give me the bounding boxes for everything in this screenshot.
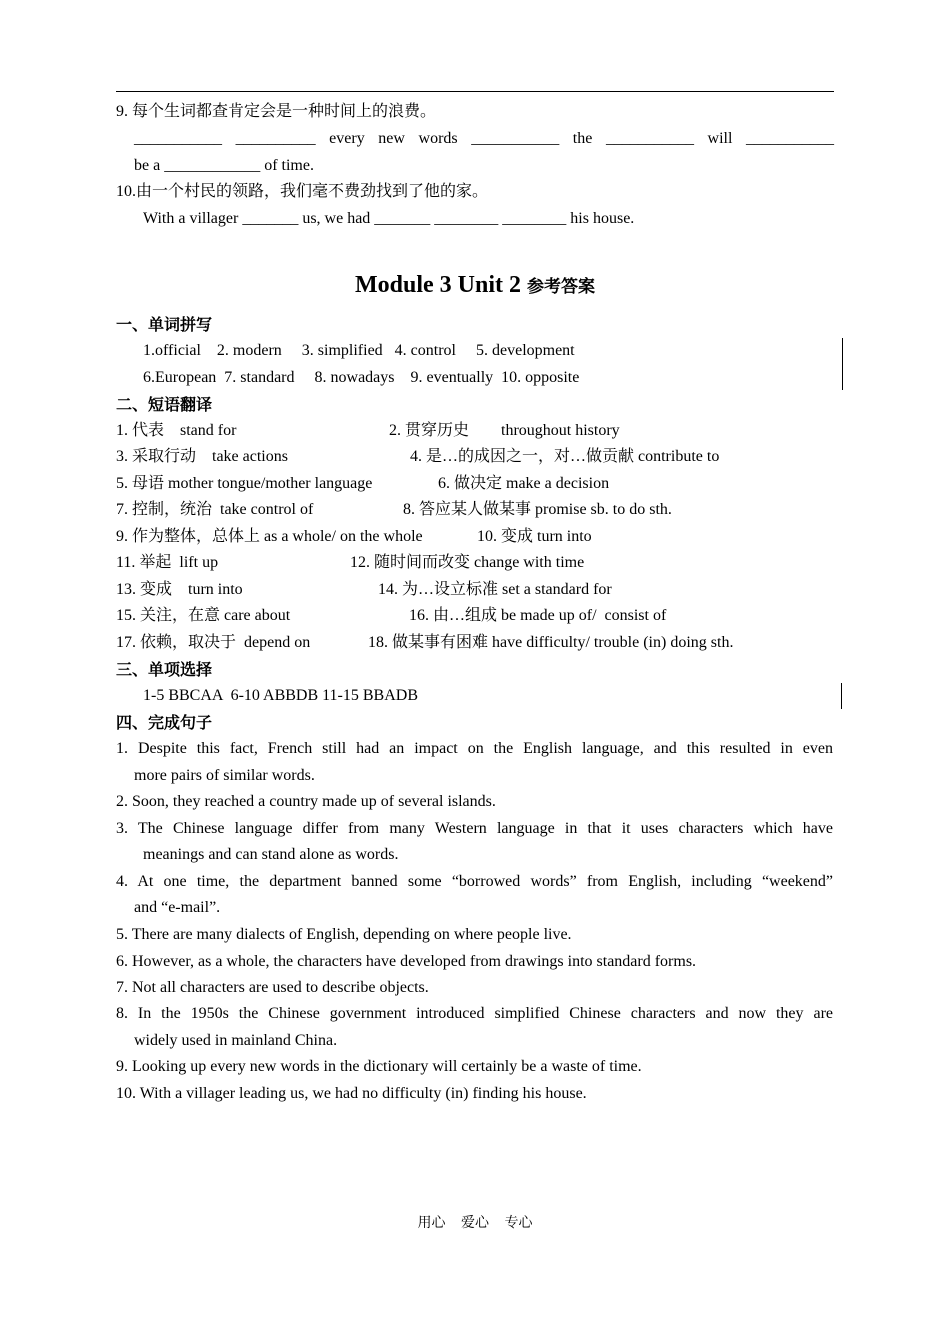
section2-heading: 二、短语翻译 bbox=[116, 395, 213, 414]
sentence-8-line2: widely used in mainland China. bbox=[134, 1032, 338, 1049]
sentence-4-line2: and “e-mail”. bbox=[134, 899, 221, 916]
phrase-left: 7. 控制，统治 take control of bbox=[116, 501, 314, 518]
section1-heading: 一、单词拼写 bbox=[116, 315, 213, 334]
title-suffix: 参考答案 bbox=[527, 277, 595, 296]
phrase-left: 17. 依赖，取决于 depend on bbox=[116, 634, 311, 651]
phrase-right: 14. 为…设立标准 set a standard for bbox=[378, 581, 612, 598]
phrase-right: 12. 随时间而改变 change with time bbox=[350, 554, 585, 571]
exercise-q10-english: With a villager _______ us, we had _______ ________ ________ his house. bbox=[143, 210, 635, 227]
section3-answers: 1-5 BBCAA 6-10 ABBDB 11-15 BBADB bbox=[143, 687, 418, 704]
phrase-left: 5. 母语 mother tongue/mother language bbox=[116, 475, 373, 492]
phrase-right: 6. 做决定 make a decision bbox=[438, 475, 610, 492]
sentence-3-line2: meanings and can stand alone as words. bbox=[143, 846, 399, 863]
sentence-5: 5. There are many dialects of English, depending on where people live. bbox=[116, 926, 572, 943]
footer-word: 用心 bbox=[417, 1216, 446, 1231]
phrase-left: 13. 变成 turn into bbox=[116, 581, 243, 598]
sentence-3-line1: 3. The Chinese language differ from many Western language in that it uses characters which have bbox=[116, 820, 833, 837]
phrase-left: 11. 举起 lift up bbox=[116, 554, 219, 571]
page-footer bbox=[0, 1215, 950, 1233]
title-main: Module 3 Unit 2 bbox=[354, 272, 521, 298]
section3-heading: 三、单项选择 bbox=[116, 660, 213, 679]
margin-bar bbox=[842, 338, 843, 390]
exercise-q9-english-line1: ___________ __________ every new words ___________ the ___________ will ___________ bbox=[134, 130, 834, 147]
section1-line2: 6.European 7. standard 8. nowadays 9. eventually 10. opposite bbox=[143, 369, 580, 386]
phrase-right: 2. 贯穿历史 throughout history bbox=[389, 422, 620, 439]
exercise-q10-chinese: 10.由一个村民的领路，我们毫不费劲找到了他的家。 bbox=[116, 183, 489, 200]
phrase-left: 9. 作为整体，总体上 as a whole/ on the whole bbox=[116, 528, 423, 545]
sentence-9: 9. Looking up every new words in the dictionary will certainly be a waste of time. bbox=[116, 1058, 642, 1075]
sentence-1-line1: 1. Despite this fact, French still had an impact on the English language, and this resulted in even bbox=[116, 740, 833, 757]
sentence-2: 2. Soon, they reached a country made up of several islands. bbox=[116, 793, 496, 810]
margin-bar bbox=[841, 683, 842, 709]
phrase-left: 1. 代表 stand for bbox=[116, 422, 237, 439]
sentence-10: 10. With a villager leading us, we had no difficulty (in) finding his house. bbox=[116, 1085, 587, 1102]
phrase-right: 16. 由…组成 be made up of/ consist of bbox=[409, 607, 667, 624]
phrase-left: 3. 采取行动 take actions bbox=[116, 448, 288, 465]
sentence-6: 6. However, as a whole, the characters have developed from drawings into standard forms. bbox=[116, 953, 697, 970]
phrase-right: 18. 做某事有困难 have difficulty/ trouble (in) doing sth. bbox=[368, 634, 734, 651]
sentence-1-line2: more pairs of similar words. bbox=[134, 767, 315, 784]
footer-word: 专心 bbox=[504, 1216, 533, 1231]
phrase-left: 15. 关注，在意 care about bbox=[116, 607, 291, 624]
exercise-q9-english-line2: be a ____________ of time. bbox=[134, 157, 314, 174]
sentence-7: 7. Not all characters are used to describe objects. bbox=[116, 979, 429, 996]
sentence-4-line1: 4. At one time, the department banned some “borrowed words” from English, including “weekend” bbox=[116, 873, 833, 890]
header-rule bbox=[116, 91, 834, 92]
footer-word: 爱心 bbox=[461, 1216, 489, 1231]
exercise-q9-chinese: 9. 每个生词都查肯定会是一种时间上的浪费。 bbox=[116, 103, 437, 120]
section4-heading: 四、完成句子 bbox=[116, 713, 213, 732]
sentence-8-line1: 8. In the 1950s the Chinese government introduced simplified Chinese characters and now they are bbox=[116, 1005, 833, 1022]
section1-line1: 1.official 2. modern 3. simplified 4. control 5. development bbox=[143, 342, 575, 359]
phrase-right: 10. 变成 turn into bbox=[477, 528, 592, 545]
page-title bbox=[0, 270, 950, 302]
phrase-right: 4. 是…的成因之一，对…做贡献 contribute to bbox=[410, 448, 720, 465]
phrase-right: 8. 答应某人做某事 promise sb. to do sth. bbox=[403, 501, 672, 518]
